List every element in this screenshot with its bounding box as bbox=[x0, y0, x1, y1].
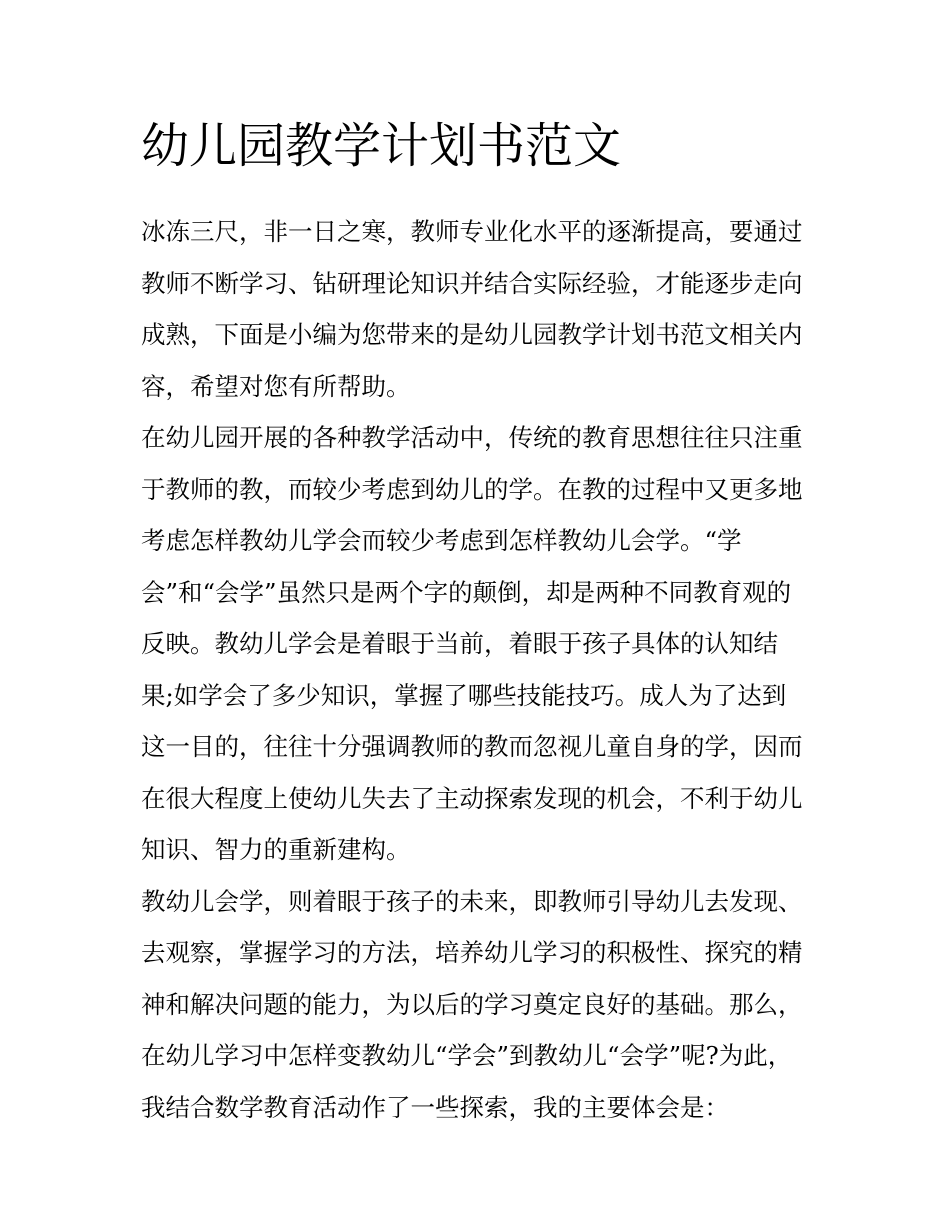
document-body bbox=[141, 206, 813, 1133]
body-line: 神和解决问题的能力，为以后的学习奠定良好的基础。那么， bbox=[141, 989, 803, 1019]
body-line: 在幼儿学习中怎样变教幼儿“学会”到教幼儿“会学”呢?为此， bbox=[141, 1041, 793, 1070]
body-line: 教幼儿会学，则着眼于孩子的未来，即教师引导幼儿去发现、 bbox=[141, 886, 803, 916]
body-line: 考虑怎样教幼儿学会而较少考虑到怎样教幼儿会学。“学 bbox=[141, 526, 742, 555]
body-line: 知识、智力的重新建构。 bbox=[141, 835, 411, 864]
body-line: 教师不断学习、钻研理论知识并结合实际经验，才能逐步走向 bbox=[141, 268, 803, 298]
body-line: 反映。教幼儿学会是着眼于当前，着眼于孩子具体的认知结 bbox=[141, 629, 778, 658]
document-content bbox=[141, 112, 813, 1133]
body-line: 成熟，下面是小编为您带来的是幼儿园教学计划书范文相关内 bbox=[141, 320, 803, 349]
body-line: 冰冻三尺，非一日之寒，教师专业化水平的逐渐提高，要通过 bbox=[141, 217, 803, 246]
body-line: 我结合数学教育活动作了一些探索，我的主要体会是： bbox=[141, 1092, 729, 1122]
body-line: 会”和“会学”虽然只是两个字的颠倒，却是两种不同教育观的 bbox=[141, 577, 792, 607]
body-line: 去观察，掌握学习的方法，培养幼儿学习的积极性、探究的精 bbox=[141, 938, 803, 967]
body-line: 这一目的，往往十分强调教师的教而忽视儿童自身的学，因而 bbox=[141, 732, 803, 761]
body-line: 容，希望对您有所帮助。 bbox=[141, 371, 411, 401]
body-line: 果;如学会了多少知识，掌握了哪些技能技巧。成人为了达到 bbox=[141, 680, 787, 710]
body-line: 于教师的教，而较少考虑到幼儿的学。在教的过程中又更多地 bbox=[141, 474, 803, 504]
body-line: 在很大程度上使幼儿失去了主动探索发现的机会，不利于幼儿 bbox=[141, 783, 803, 813]
document-title: 幼儿园教学计划书范文 bbox=[141, 118, 622, 174]
body-line: 在幼儿园开展的各种教学活动中，传统的教育思想往往只注重 bbox=[141, 423, 803, 452]
